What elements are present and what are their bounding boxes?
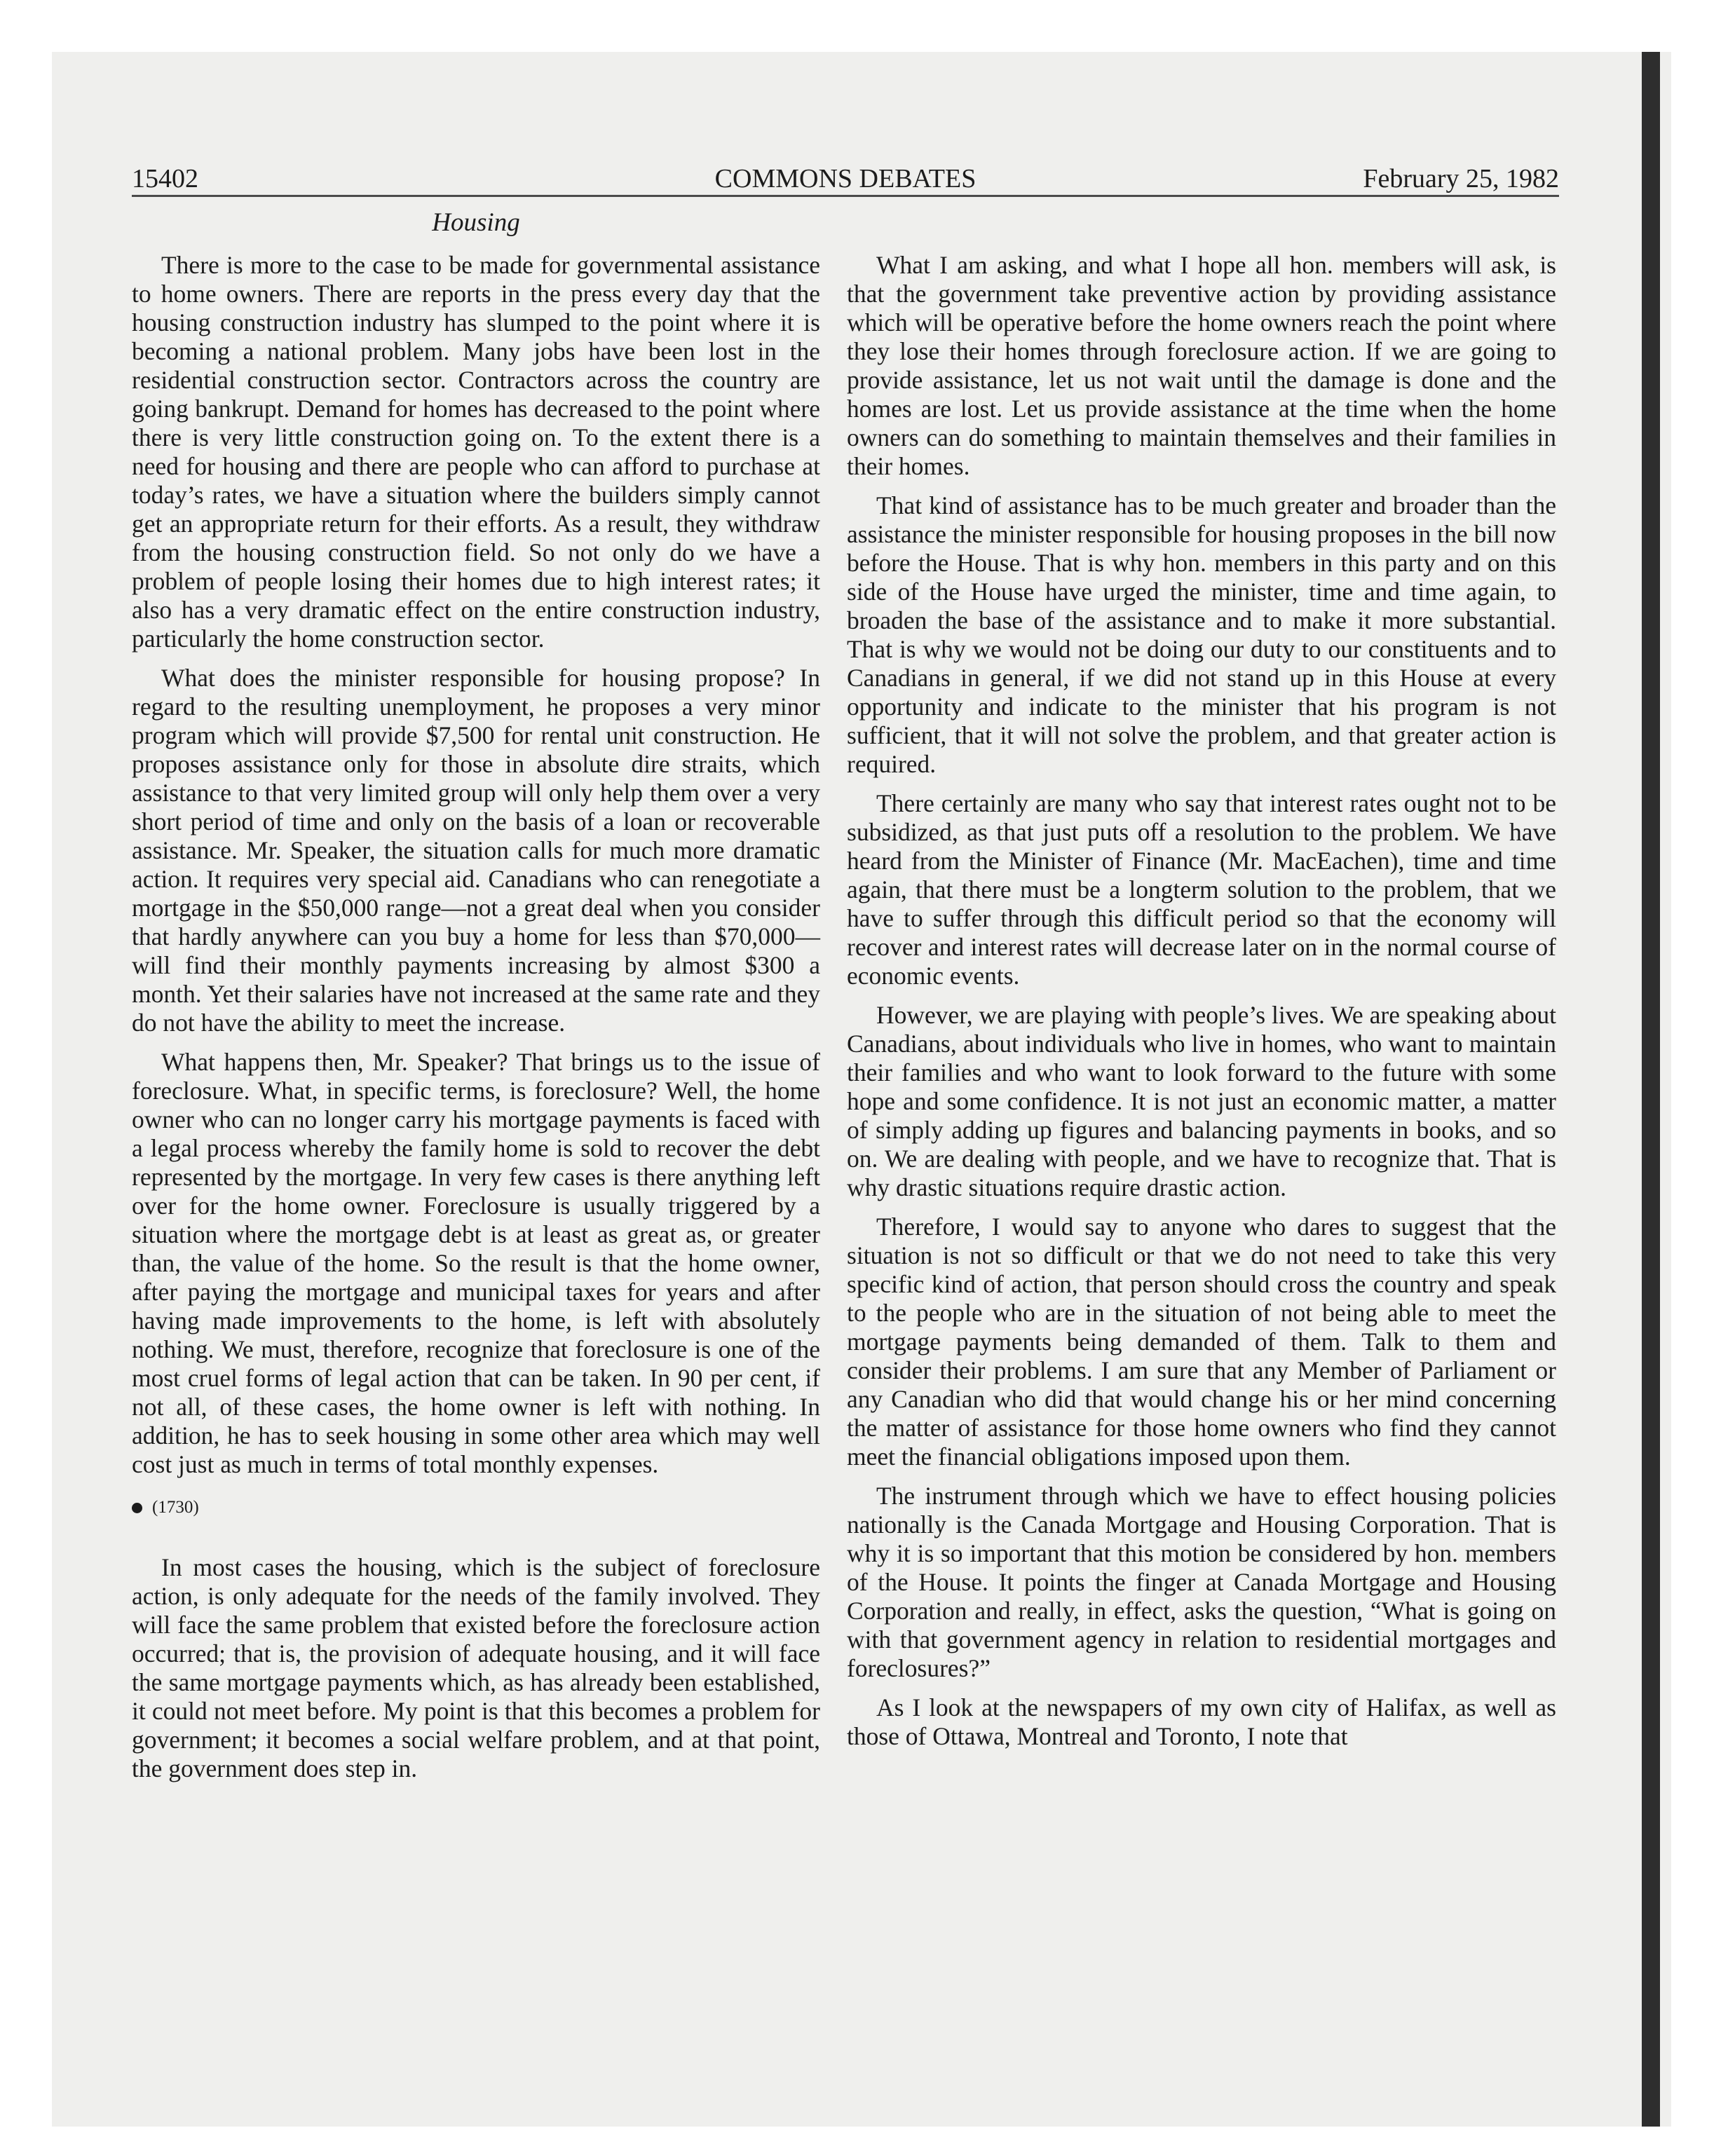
paragraph: The instrument through which we have to effect housing policies nationally is the Canada Mortgage and Housing Corporation. That is why it is so important that this motion be considered by hon. members of the House. It points the finger at Canada Mortgage and Housing Corporation and really, in effect, asks the question, “What is going on with that government agency in relation to residential mortgages and foreclosures?” bbox=[847, 1482, 1556, 1682]
page-number: 15402 bbox=[132, 164, 198, 193]
paragraph: In most cases the housing, which is the subject of foreclosure action, is only adequate for the needs of the family involved. They will face the same problem that existed before the foreclosure action occurred; that is, the provision of adequate housing, and it will face the same mortgage payments which, as has already been established, it could not meet before. My point is that this becomes a problem for government; it becomes a social welfare problem, and at that point, the government does step in. bbox=[132, 1553, 820, 1782]
left-column bbox=[132, 251, 820, 1794]
paragraph: What does the minister responsible for housing propose? In regard to the resulting unemployment, he proposes a very minor program which will provide $7,500 for rental unit construction. He proposes assistance only for those in absolute dire straits, which assistance to that very limited group will only help them over a very short period of time and only on the basis of a loan or recoverable assistance. Mr. Speaker, the situation calls for much more dramatic action. It requires very special aid. Canadians who can renegotiate a mortgage in the $50,000 range—not a great deal when you consider that hardly anywhere can you buy a home for less than $70,000— will find their monthly payments increasing by almost $300 a month. Yet their salaries have not increased at the same rate and they do not have the ability to meet the increase. bbox=[132, 664, 820, 1037]
bullet-icon bbox=[132, 1503, 142, 1513]
paragraph: What I am asking, and what I hope all hon. members will ask, is that the government take preventive action by providing assistance which will be operative before the home owners reach the point where they lose their homes through foreclosure action. If we are going to provide assistance, let us not wait until the damage is done and the homes are lost. Let us provide assistance at the time when the home owners can do something to maintain themselves and their families in their homes. bbox=[847, 251, 1556, 480]
scan-edge-bar bbox=[1642, 52, 1660, 2127]
paragraph: That kind of assistance has to be much greater and broader than the assistance the minister responsible for housing proposes in the bill now before the House. That is why hon. members in this party and on this side of the House have urged the minister, time and time again, to broaden the base of the assistance and to make it more substantial. That is why we would not be doing our duty to our constituents and to Canadians in general, if we did not stand up in this House at every opportunity and indicate to the minister that his program is not sufficient, that it will not solve the problem, and that greater action is required. bbox=[847, 491, 1556, 778]
page-header bbox=[132, 160, 1559, 197]
paragraph: However, we are playing with people’s lives. We are speaking about Canadians, about individuals who live in homes, who want to maintain their families and who want to look forward to the future with some hope and some confidence. It is not just an economic matter, a matter of simply adding up figures and balancing payments in books, and so on. We are dealing with people, and we have to recognize that. That is why drastic situations require drastic action. bbox=[847, 1001, 1556, 1201]
paragraph: What happens then, Mr. Speaker? That brings us to the issue of foreclosure. What, in specific terms, is foreclosure? Well, the home owner who can no longer carry his mortgage payments is faced with a legal process whereby the family home is sold to recover the debt represented by the mortgage. In very few cases is there anything left over for the home owner. Foreclosure is usually triggered by a situation where the mortgage debt is at least as great as, or greater than, the value of the home. So the result is that the home owner, after paying the mortgage and municipal taxes for years and after having made improvements to the home, is left with absolutely nothing. We must, therefore, recognize that foreclosure is one of the most cruel forms of legal action that can be taken. In 90 per cent, if not all, of these cases, the home owner is left with nothing. In addition, he has to seek housing in some other area which may well cost just as much in terms of total monthly expenses. bbox=[132, 1048, 820, 1478]
publication-date: February 25, 1982 bbox=[1363, 164, 1559, 193]
journal-title: COMMONS DEBATES bbox=[714, 164, 977, 193]
right-column bbox=[847, 251, 1556, 1761]
time-marker-text: (1730) bbox=[152, 1498, 199, 1517]
paragraph: There certainly are many who say that interest rates ought not to be subsidized, as that just puts off a resolution to the problem. We have heard from the Minister of Finance (Mr. MacEachen), time and time again, that there must be a longterm solution to the problem, that we have to suffer through this difficult period so that the economy will recover and interest rates will decrease later on in the normal course of economic events. bbox=[847, 789, 1556, 990]
paragraph: There is more to the case to be made for governmental assistance to home owners. There are reports in the press every day that the housing construction industry has slumped to the point where it is becoming a national problem. Many jobs have been lost in the residential construction sector. Contractors across the country are going bankrupt. Demand for homes has decreased to the point where there is very little construction going on. To the extent there is a need for housing and there are people who can afford to purchase at today’s rates, we have a situation where the builders simply cannot get an appropriate return for their efforts. As a result, they withdraw from the housing construction field. So not only do we have a problem of people losing their homes due to high interest rates; it also has a very dramatic effect on the entire construction industry, particularly the home construction sector. bbox=[132, 251, 820, 653]
paragraph: As I look at the newspapers of my own city of Halifax, as well as those of Ottawa, Montreal and Toronto, I note that bbox=[847, 1693, 1556, 1750]
time-marker bbox=[132, 1497, 820, 1518]
section-title: Housing bbox=[432, 208, 520, 237]
paragraph: Therefore, I would say to anyone who dares to suggest that the situation is not so difficult or that we do not need to take this very specific kind of action, that person should cross the country and speak to the people who are in the situation of not being able to meet the mortgage payments being demanded of them. Talk to them and consider their problems. I am sure that any Member of Parliament or any Canadian who did that would change his or her mind concerning the matter of assistance for those home owners who find they cannot meet the financial obligations imposed upon them. bbox=[847, 1213, 1556, 1471]
